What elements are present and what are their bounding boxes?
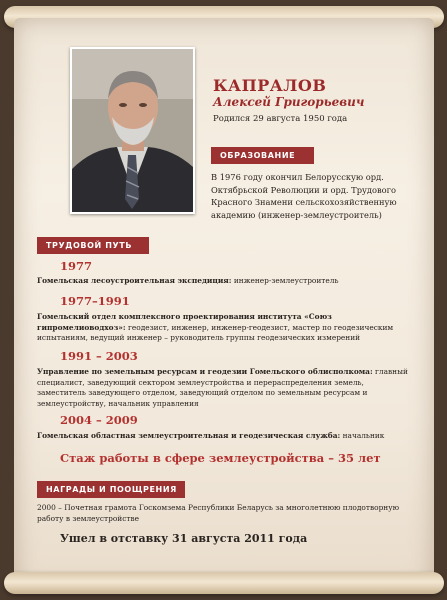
career-year: 1991 – 2003 <box>60 349 138 363</box>
scroll-bottom-roll <box>4 572 444 594</box>
career-org: Гомельская лесоустроительная экспедиция: <box>37 276 232 285</box>
career-org: Гомельский отдел комплексного проектирования института «Союз гипромелиоводхоз»: <box>37 312 332 332</box>
career-year: 1977 <box>60 259 93 273</box>
experience-summary: Стаж работы в сфере землеустройства – 35 лет <box>60 451 381 465</box>
career-position: инженер-землеустроитель <box>231 276 339 285</box>
awards-heading: НАГРАДЫ И ПООЩРЕНИЯ <box>37 481 185 498</box>
education-heading: ОБРАЗОВАНИЕ <box>211 147 314 164</box>
retirement-date: Ушел в отставку 31 августа 2011 года <box>60 532 308 545</box>
career-org: Гомельская областная землеустроительная и геодезическая служба: <box>37 431 341 440</box>
career-position: геодезист, инженер, инженер-геодезист, мастер по геодезическим испытаниям, ведущий инженер – руководитель группы геодезических измерений <box>37 322 394 343</box>
person-surname: КАПРАЛОВ <box>213 76 327 95</box>
birth-date: Родился 29 августа 1950 года <box>213 114 348 124</box>
career-year: 2004 – 2009 <box>60 413 138 427</box>
career-entry <box>37 367 415 409</box>
awards-text: 2000 – Почетная грамота Госкомзема Республики Беларусь за многолетнюю плодотворную работу в землеустройстве <box>37 503 400 523</box>
person-given-names: Алексей Григорьевич <box>213 95 365 109</box>
career-org: Управление по земельным ресурсам и геодезии Гомельского облисполкома: <box>37 367 373 376</box>
career-entry <box>37 312 415 344</box>
portrait-photo <box>70 47 195 214</box>
career-position: главный специалист, заведующий сектором землеустройства и перераспределения земель, заместитель заведующего отделом, заведующий отделом по земельным ресурсам и землеустройству, начальник управления <box>37 367 408 408</box>
career-entry <box>37 431 415 442</box>
career-entry <box>37 276 415 287</box>
career-heading: ТРУДОВОЙ ПУТЬ <box>37 237 149 254</box>
education-text: В 1976 году окончил Белорусскую орд. Октябрьской Революции и орд. Трудового Красного Знамени сельскохозяйственную академию (инженер-землеустроитель) <box>211 172 397 220</box>
career-position: начальник <box>340 431 385 440</box>
career-year: 1977–1991 <box>60 294 130 308</box>
